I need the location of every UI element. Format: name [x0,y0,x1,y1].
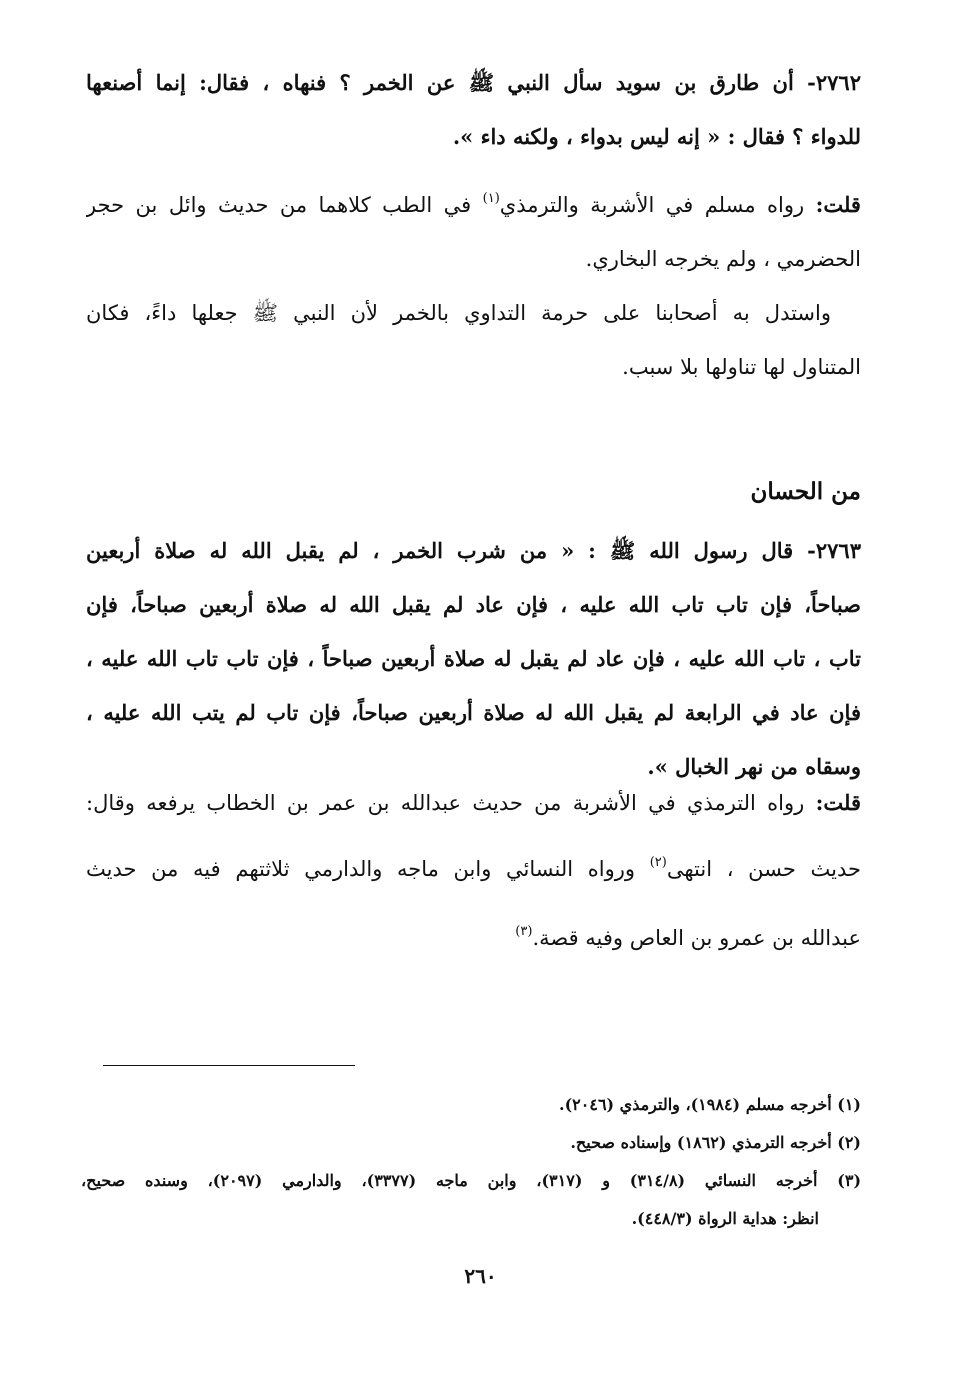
commentary-2762-line-1 [86,172,861,232]
commentary-2763 [86,776,861,968]
footnote-ref-3: (٣) [515,924,533,939]
hadith-2763-line-5: وسقاه من نهر الخبال ». [647,754,861,779]
commentary-2763-line-3 [86,902,861,968]
commentary-2763-line-2 [86,830,861,902]
hadith-2763-line-2: صباحاً، فإن تاب تاب الله عليه ، فإن عاد لم يقبل الله له صلاة أربعين صباحاً، فإن [86,592,861,617]
hadith-2763-line-1: ٢٧٦٣- قال رسول الله ﷺ : « من شرب الخمر ، لم يقبل الله له صلاة أربعين [86,538,861,563]
commentary-2763-line-1 [86,776,861,830]
footnote-ref-2: (٢) [649,855,667,870]
commentary-2763-text-2a: حديث حسن ، انتهى [666,857,861,881]
hadith-2763 [86,524,861,794]
commentary-2762-line-3: واستدل به أصحابنا على حرمة التداوي بالخمر لأن النبي ﷺ جعلها داءً، فكان [86,301,831,325]
footnote-3-line-1: (٣) أخرجه النسائي (٣١٤/٨) و (٣١٧)، وابن ماجه (٣٣٧٧)، والدارمي (٢٠٩٧)، وسنده صحيح، [81,1171,862,1190]
hadith-2763-line-3: تاب ، تاب الله عليه ، فإن عاد لم يقبل له صلاة أربعين صباحاً ، فإن تاب تاب الله عليه ، [86,646,861,671]
page-number: ٢٦٠ [464,1264,497,1288]
commentary-2763-text-3: عبدالله بن عمرو بن العاص وفيه قصة. [532,926,861,950]
commentary-2762-text-1-rest: في الطب كلاهما من حديث وائل بن حجر [86,193,472,217]
hadith-2762-line-1: ٢٧٦٢- أن طارق بن سويد سأل النبي ﷺ عن الخمر ؟ فنهاه ، فقال: إنما أصنعها [86,70,861,95]
commentary-lead: قلت: [815,192,861,217]
commentary-2762 [86,172,861,394]
footnote-3-line-2: انظر: هداية الرواة (٤٤٨/٣). [631,1209,819,1228]
hadith-2762 [86,56,861,164]
footnotes [81,1086,861,1238]
footnote-1: (١) أخرجه مسلم (١٩٨٤)، والترمذي (٢٠٤٦). [559,1095,861,1114]
commentary-lead: قلت: [815,790,861,815]
section-heading: من الحسان [750,478,861,505]
commentary-2762-line-2: الحضرمي ، ولم يخرجه البخاري. [585,247,861,271]
commentary-2762-line-4: المتناول لها تناولها بلا سبب. [622,355,861,379]
commentary-2763-text-2b: ورواه النسائي وابن ماجه والدارمي ثلاثتهم فيه من حديث [86,857,636,881]
footnote-ref-1: (١) [482,191,500,206]
hadith-2762-line-2: للدواء ؟ فقال : « إنه ليس بدواء ، ولكنه داء ». [452,124,861,149]
commentary-2762-text-1: رواه مسلم في الأشربة والترمذي [499,193,805,217]
commentary-2763-text-1: رواه الترمذي في الأشربة من حديث عبدالله بن عمر بن الخطاب يرفعه وقال: [86,791,805,815]
footnote-separator [103,1065,355,1066]
hadith-2763-line-4: فإن عاد في الرابعة لم يقبل الله له صلاة أربعين صباحاً، فإن تاب لم يتب الله عليه ، [86,700,861,725]
footnote-2: (٢) أخرجه الترمذي (١٨٦٢) وإسناده صحيح. [570,1133,861,1152]
